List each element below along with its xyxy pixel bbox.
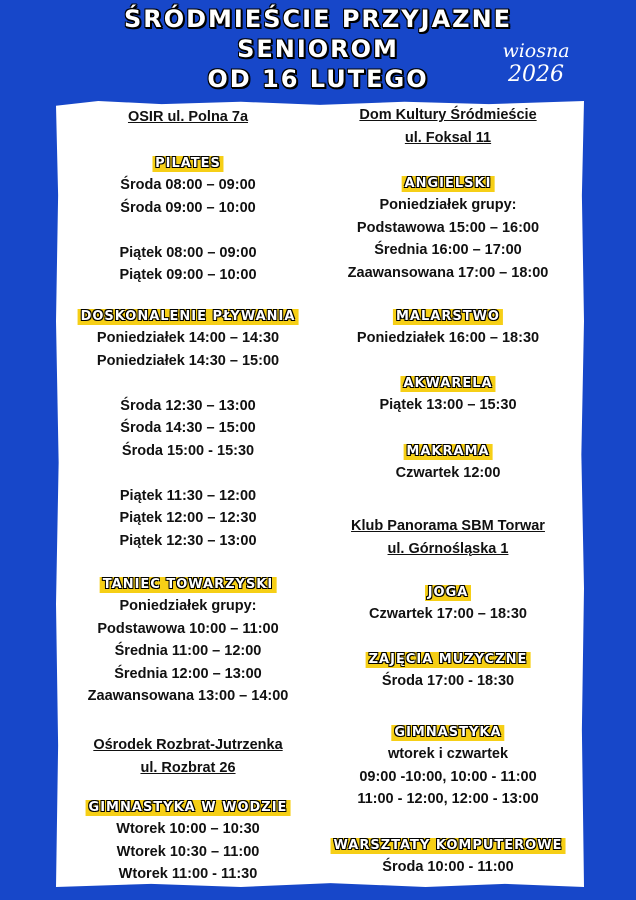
schedule-line: Podstawowa 15:00 – 16:00 (356, 219, 540, 236)
schedule-line: wtorek i czwartek (387, 746, 509, 762)
osir-location (128, 106, 248, 129)
makrama-header: MAKRAMA (403, 444, 492, 460)
schedule-line: Piątek 11:30 – 12:00 (119, 487, 257, 504)
muzyczne-section (366, 651, 531, 693)
schedule-line: Średnia 11:00 – 12:00 (114, 643, 262, 659)
schedule-line: Poniedziałek grupy: (379, 197, 517, 213)
gimnastyka-section (357, 724, 538, 811)
osrodek-location (93, 734, 282, 779)
schedule-line: Czwartek 12:00 (395, 465, 501, 481)
title-line-1: ŚRÓDMIEŚCIE PRZYJAZNE (123, 5, 513, 33)
schedule-line: Środa 12:30 – 13:00 (120, 397, 256, 414)
title-line-3: OD 16 LUTEGO (207, 65, 429, 93)
malarstwo-header: MALARSTWO (393, 309, 503, 325)
schedule-line: Środa 15:00 - 15:30 (121, 442, 255, 459)
title-line-2: SENIOROM (237, 35, 399, 63)
komputerowe-section (331, 837, 566, 879)
komputerowe-header: WARSZTATY KOMPUTEROWE (331, 838, 566, 854)
schedule-line: Podstawowa 10:00 – 11:00 (97, 620, 279, 637)
pilates-header: PILATES (152, 156, 224, 172)
season-year: 2026 (508, 62, 564, 87)
schedule-line: Średnia 16:00 – 17:00 (374, 242, 522, 258)
pilates-section (119, 155, 256, 287)
schedule-line: Środa 14:30 – 15:00 (120, 420, 256, 436)
schedule-line: 11:00 - 12:00, 12:00 - 13:00 (357, 791, 539, 807)
schedule-line: Poniedziałek 14:30 – 15:00 (96, 352, 280, 369)
schedule-line: Średnia 12:00 – 13:00 (114, 665, 262, 682)
dom-kultury-location (359, 104, 536, 149)
season-label (496, 40, 576, 88)
schedule-line: Poniedziałek 16:00 – 18:30 (356, 330, 540, 346)
plywanie-section (78, 308, 299, 552)
klub-location (351, 515, 545, 560)
klub-name: Klub Panorama SBM Torwar (351, 518, 545, 534)
akwarela-header: AKWARELA (400, 376, 495, 392)
schedule-line: Środa 08:00 – 09:00 (120, 177, 256, 193)
osrodek-address: ul. Rozbrat 26 (140, 759, 236, 776)
schedule-line: Piątek 12:30 – 13:00 (119, 532, 257, 549)
schedule-line: Środa 10:00 - 11:00 (382, 859, 514, 875)
gimnastyka-wodzie-header: GIMNASTYKA W WODZIE (86, 800, 291, 816)
gimnastyka-wodzie-section (86, 799, 291, 886)
schedule-line: Wtorek 11:00 - 11:30 (118, 866, 258, 882)
joga-section (369, 584, 527, 626)
dom-kultury-name: Dom Kultury Śródmieście (359, 107, 537, 123)
schedule-line: Środa 17:00 - 18:30 (381, 673, 515, 689)
schedule-line: Poniedziałek 14:00 – 14:30 (96, 330, 280, 346)
taniec-section (88, 576, 289, 708)
schedule-line: Wtorek 10:30 – 11:00 (116, 843, 260, 860)
malarstwo-section (357, 308, 539, 350)
schedule-line: Piątek 09:00 – 10:00 (119, 267, 257, 283)
muzyczne-header: ZAJĘCIA MUZYCZNE (366, 652, 531, 668)
osir-address: OSIR ul. Polna 7a (127, 109, 249, 125)
schedule-line: Piątek 12:00 – 12:30 (119, 510, 257, 526)
schedule-line: Wtorek 10:00 – 10:30 (116, 821, 260, 837)
klub-address: ul. Górnośląska 1 (387, 540, 509, 557)
makrama-section (396, 443, 501, 485)
schedule-line: Zaawansowana 13:00 – 14:00 (87, 688, 289, 704)
schedule-line: 09:00 -10:00, 10:00 - 11:00 (359, 768, 537, 785)
angielski-section (348, 175, 549, 284)
akwarela-section (379, 375, 516, 417)
schedule-line: Środa 09:00 – 10:00 (120, 199, 256, 216)
plywanie-header: DOSKONALENIE PŁYWANIA (78, 309, 299, 325)
schedule-line: Piątek 13:00 – 15:30 (379, 397, 517, 413)
schedule-line: Poniedziałek grupy: (119, 598, 257, 614)
schedule-line: Czwartek 17:00 – 18:30 (369, 606, 527, 622)
dom-kultury-address: ul. Foksal 11 (404, 129, 492, 146)
gimnastyka-header: GIMNASTYKA (391, 725, 504, 741)
osrodek-name: Ośrodek Rozbrat-Jutrzenka (93, 737, 283, 753)
schedule-line: Zaawansowana 17:00 – 18:00 (347, 264, 549, 281)
joga-header: JOGA (425, 585, 472, 601)
taniec-header: TANIEC TOWARZYSKI (100, 577, 276, 593)
angielski-header: ANGIELSKI (402, 176, 495, 192)
schedule-line: Piątek 08:00 – 09:00 (119, 244, 257, 261)
season-word: wiosna (502, 40, 570, 62)
